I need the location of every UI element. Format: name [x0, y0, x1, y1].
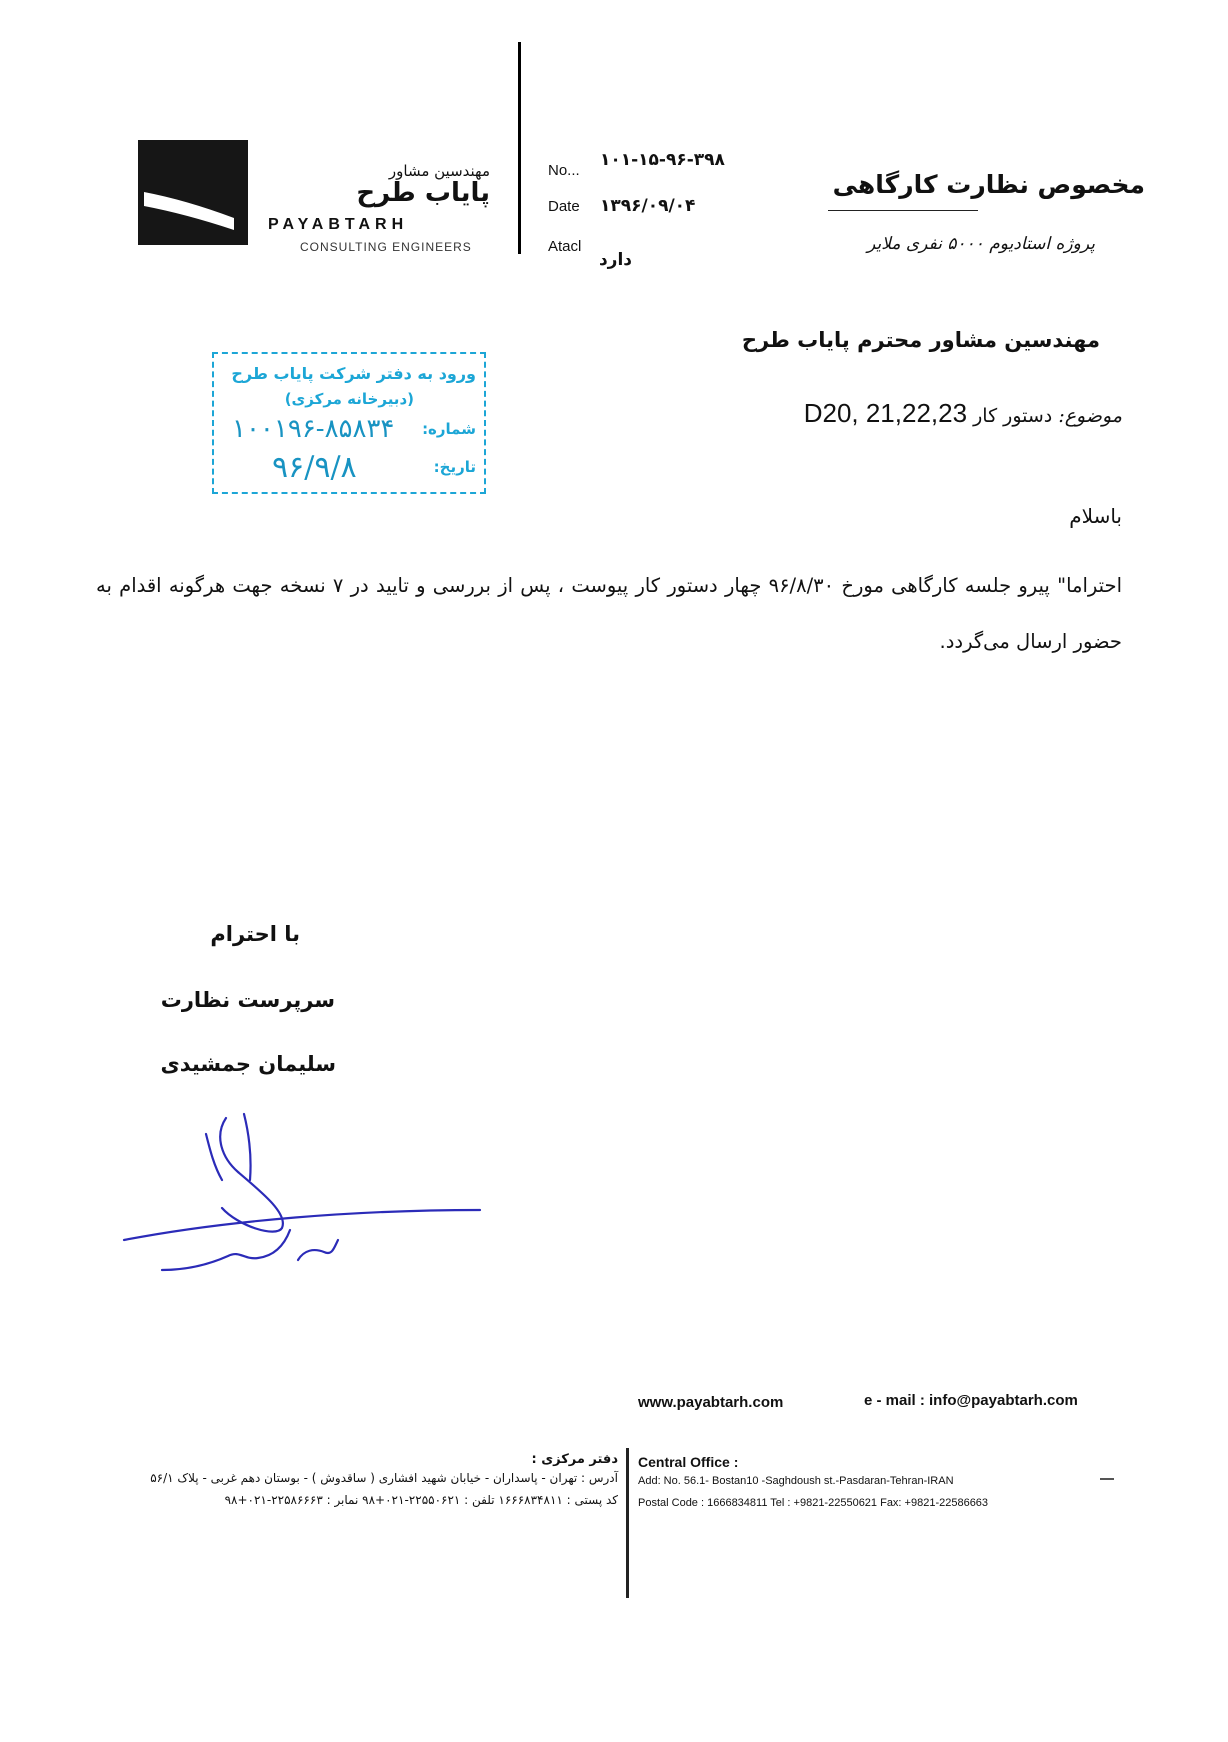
project-name: پروژه استادیوم ۵۰۰۰ نفری ملایر: [867, 234, 1095, 254]
en-office-address: Add: No. 56.1- Bostan10 -Saghdoush st.-Pasdaran-Tehran-IRAN: [638, 1475, 954, 1487]
recipient: مهندسین مشاور محترم پایاب طرح: [741, 328, 1100, 352]
subject-line: [700, 398, 1122, 429]
footer-website: www.payabtarh.com: [638, 1394, 784, 1411]
stamp-title: ورود به دفتر شرکت پایاب طرح: [231, 364, 476, 383]
company-title-small: مهندسین مشاور: [388, 162, 490, 180]
stamp-date-value: ۹۶/۹/۸: [272, 450, 357, 485]
letter-date: ۱۳۹۶/۰۹/۰۴: [600, 196, 696, 216]
number-label: No...: [548, 162, 580, 179]
company-subtitle: CONSULTING ENGINEERS: [300, 240, 472, 254]
stamp-subtitle: (دبیرخانه مرکزی): [284, 390, 414, 408]
stamp-number-value: ۱۰۰۱۹۶-۸۵۸۳۴: [232, 414, 395, 444]
en-office-block: [638, 1454, 988, 1514]
letter-number: ۱۰۱-۱۵-۹۶-۳۹۸: [600, 150, 725, 170]
subject-code: D20, 21,22,23: [803, 398, 968, 428]
signer-role: سرپرست نظارت: [160, 988, 335, 1012]
date-label: Date: [548, 198, 580, 215]
receipt-stamp: [212, 352, 486, 494]
fa-office-title: دفتر مرکزی :: [531, 1452, 618, 1467]
header-title: مخصوص نظارت کارگاهی: [832, 170, 1145, 199]
company-logo-mark: [138, 140, 248, 245]
fa-office-address: آدرس : تهران - پاسداران - خیابان شهید افشاری ( ساقدوش ) - بوستان دهم غربی - پلاک ۵۶/۱: [150, 1471, 618, 1485]
letter-body: احتراما" پیرو جلسه کارگاهی مورخ ۹۶/۸/۳۰ چهار دستور کار پیوست ، پس از بررسی و تایید در ۷ نسخه جهت هرگونه اقدام به حضور ارسال می‌گردد.: [96, 574, 1122, 653]
attachment-label: Atacl: [548, 238, 582, 255]
company-name-fa: پایاب طرح: [356, 178, 490, 208]
header-divider: [518, 42, 521, 254]
signer-name: سلیمان جمشیدی: [160, 1052, 336, 1076]
en-office-title: Central Office :: [638, 1454, 739, 1470]
closing: با احترام: [210, 922, 300, 946]
handwritten-signature: [118, 1110, 488, 1280]
fa-office-contact: کد پستی : ۱۶۶۶۸۳۴۸۱۱ تلفن : ۲۲۵۵۰۶۲۱-۰۲۱+۹۸ نمابر : ۲۲۵۸۶۶۶۳-۰۲۱+۹۸: [224, 1493, 618, 1507]
footer-divider: [626, 1448, 629, 1598]
footer-email: e - mail : info@payabtarh.com: [864, 1392, 1078, 1409]
header-title-underline: [828, 210, 978, 211]
attachment-value: دارد: [598, 250, 632, 270]
greeting: باسلام: [1069, 504, 1122, 528]
stamp-date-label: تاریخ:: [433, 458, 476, 476]
subject-label: موضوع:: [1058, 405, 1122, 427]
stamp-number-label: شماره:: [422, 420, 476, 438]
company-name-en: PAYABTARH: [268, 216, 409, 233]
en-office-contact: Postal Code : 1666834811 Tel : +9821-22550621 Fax: +9821-22586663: [638, 1497, 989, 1509]
subject-text: دستور کار: [973, 405, 1053, 427]
footer-dash-mark: [1100, 1478, 1114, 1480]
fa-office-block: [100, 1452, 618, 1511]
